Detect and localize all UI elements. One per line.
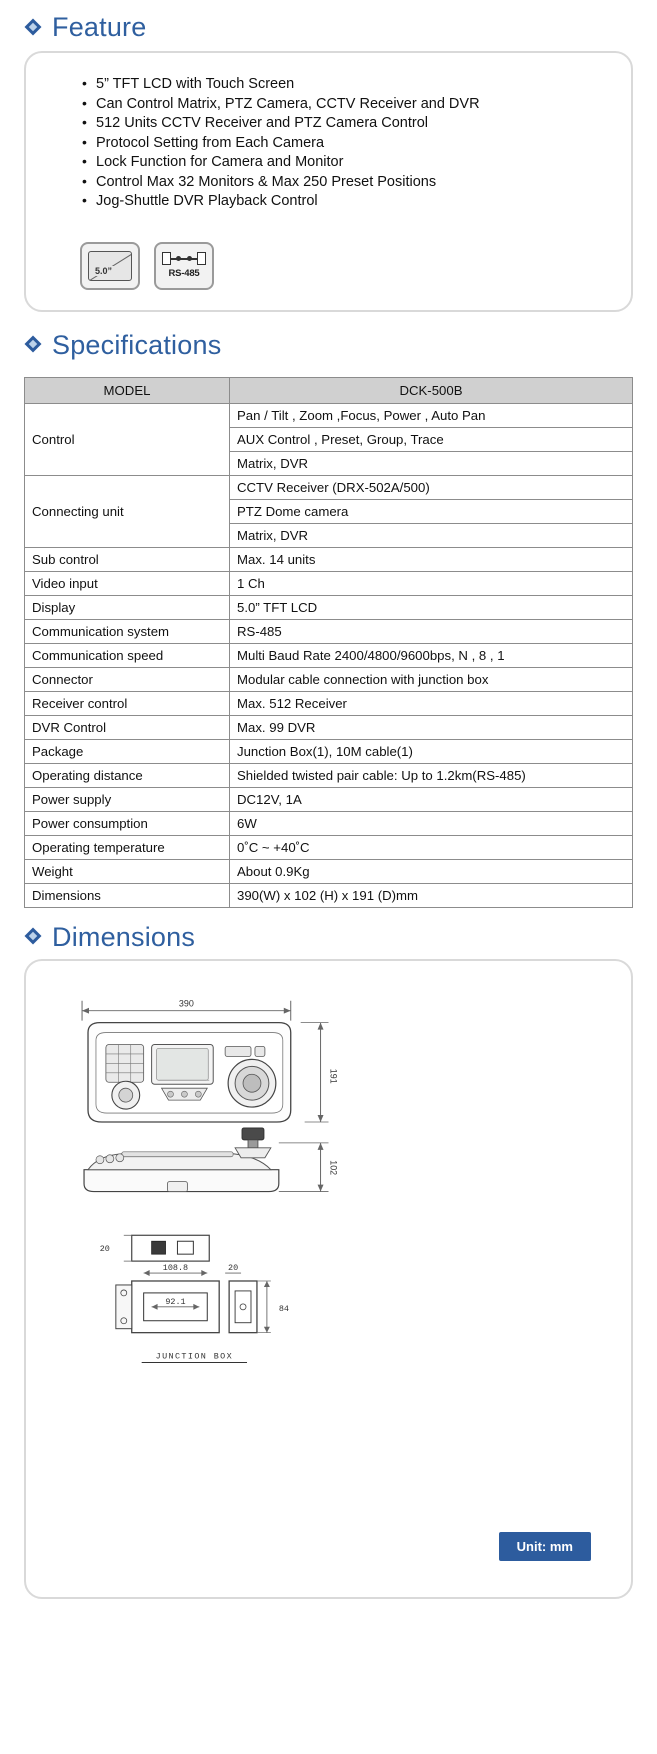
table-row xyxy=(25,403,633,427)
column-header-model: MODEL xyxy=(25,377,230,403)
table-row xyxy=(25,763,633,787)
specifications-title: Specifications xyxy=(52,329,222,360)
row-value: Shielded twisted pair cable: Up to 1.2km(RS-485) xyxy=(230,763,633,787)
table-row xyxy=(25,715,633,739)
list-item: • Protocol Setting from Each Camera xyxy=(82,134,605,154)
row-value: CCTV Receiver (DRX-502A/500) xyxy=(230,475,633,499)
row-key: Communication speed xyxy=(25,643,230,667)
table-row xyxy=(25,619,633,643)
row-value: AUX Control , Preset, Group, Trace xyxy=(230,427,633,451)
list-item: • 512 Units CCTV Receiver and PTZ Camera Control xyxy=(82,114,605,134)
diamond-bullet-icon xyxy=(26,929,42,945)
row-value: RS-485 xyxy=(230,619,633,643)
dimensions-panel xyxy=(24,959,633,1599)
row-key: Communication system xyxy=(25,619,230,643)
row-value: Max. 512 Receiver xyxy=(230,691,633,715)
row-value: 390(W) x 102 (H) x 191 (D)mm xyxy=(230,883,633,907)
lcd-size-label: 5.0” xyxy=(95,265,113,276)
row-key: Power supply xyxy=(25,787,230,811)
dimension-label-jb-width-outer: 108.8 xyxy=(162,1262,189,1273)
lcd-size-badge xyxy=(80,242,140,290)
feature-section-heading xyxy=(0,12,657,43)
row-key: Connecting unit xyxy=(25,475,230,547)
row-value: Junction Box(1), 10M cable(1) xyxy=(230,739,633,763)
row-value: DC12V, 1A xyxy=(230,787,633,811)
row-value: Pan / Tilt , Zoom ,Focus, Power , Auto Pan xyxy=(230,403,633,427)
dimension-label-jb-height-top: 20 xyxy=(99,1243,110,1254)
table-row xyxy=(25,811,633,835)
specifications-section-heading xyxy=(0,330,657,361)
rs485-badge xyxy=(154,242,214,290)
row-key: Operating distance xyxy=(25,763,230,787)
row-key: Sub control xyxy=(25,547,230,571)
feature-badges xyxy=(80,242,605,290)
feature-panel xyxy=(24,51,633,312)
dimensions-section-heading xyxy=(0,922,657,953)
list-item: • Can Control Matrix, PTZ Camera, CCTV Receiver and DVR xyxy=(82,95,605,115)
diamond-bullet-icon xyxy=(26,20,42,36)
table-row xyxy=(25,691,633,715)
table-row xyxy=(25,787,633,811)
row-key: Operating temperature xyxy=(25,835,230,859)
dimension-label-jb-height-right: 84 xyxy=(278,1303,289,1314)
table-row xyxy=(25,595,633,619)
row-value: 5.0” TFT LCD xyxy=(230,595,633,619)
row-value: Max. 14 units xyxy=(230,547,633,571)
row-value: Max. 99 DVR xyxy=(230,715,633,739)
row-value: About 0.9Kg xyxy=(230,859,633,883)
connector-icon xyxy=(162,252,206,266)
row-value: 1 Ch xyxy=(230,571,633,595)
table-row xyxy=(25,883,633,907)
row-key: Package xyxy=(25,739,230,763)
list-item: • Control Max 32 Monitors & Max 250 Preset Positions xyxy=(82,173,605,193)
row-key: Video input xyxy=(25,571,230,595)
feature-title: Feature xyxy=(52,12,147,42)
feature-section xyxy=(0,51,657,312)
row-key: Control xyxy=(25,403,230,475)
table-row xyxy=(25,835,633,859)
row-key: Receiver control xyxy=(25,691,230,715)
table-row xyxy=(25,547,633,571)
list-item: • 5” TFT LCD with Touch Screen xyxy=(82,75,605,95)
dimension-label-depth: 191 xyxy=(328,1068,339,1084)
row-key: Weight xyxy=(25,859,230,883)
screen-icon xyxy=(88,251,132,281)
row-key: Display xyxy=(25,595,230,619)
row-value: 0˚C ~ +40˚C xyxy=(230,835,633,859)
table-row xyxy=(25,739,633,763)
row-value: Matrix, DVR xyxy=(230,451,633,475)
junction-box-caption: JUNCTION BOX xyxy=(155,1351,234,1361)
specifications-section xyxy=(0,377,657,908)
dimensions-drawing xyxy=(26,961,631,1597)
rs485-label: RS-485 xyxy=(168,268,200,279)
column-header-value: DCK-500B xyxy=(230,377,633,403)
list-item: • Lock Function for Camera and Monitor xyxy=(82,153,605,173)
diamond-bullet-icon xyxy=(26,337,42,353)
row-key: Dimensions xyxy=(25,883,230,907)
table-row xyxy=(25,667,633,691)
dimension-label-jb-width-inner: 92.1 xyxy=(165,1296,186,1307)
row-key: Connector xyxy=(25,667,230,691)
specifications-table xyxy=(24,377,633,908)
unit-badge: Unit: mm xyxy=(499,1532,591,1561)
dimensions-title: Dimensions xyxy=(52,921,196,952)
dimension-label-height: 102 xyxy=(328,1159,339,1175)
row-key: DVR Control xyxy=(25,715,230,739)
row-value: 6W xyxy=(230,811,633,835)
table-row xyxy=(25,571,633,595)
row-value: Matrix, DVR xyxy=(230,523,633,547)
table-row xyxy=(25,859,633,883)
dimension-label-jb-height-left: 20 xyxy=(228,1262,239,1273)
dimensions-section xyxy=(0,959,657,1623)
row-value: PTZ Dome camera xyxy=(230,499,633,523)
row-value: Modular cable connection with junction box xyxy=(230,667,633,691)
table-header-row xyxy=(25,377,633,403)
list-item: • Jog-Shuttle DVR Playback Control xyxy=(82,192,605,212)
table-row xyxy=(25,643,633,667)
row-value: Multi Baud Rate 2400/4800/9600bps, N , 8 , 1 xyxy=(230,643,633,667)
feature-list xyxy=(82,75,605,212)
table-row xyxy=(25,475,633,499)
dimension-label-width: 390 xyxy=(178,998,194,1009)
row-key: Power consumption xyxy=(25,811,230,835)
